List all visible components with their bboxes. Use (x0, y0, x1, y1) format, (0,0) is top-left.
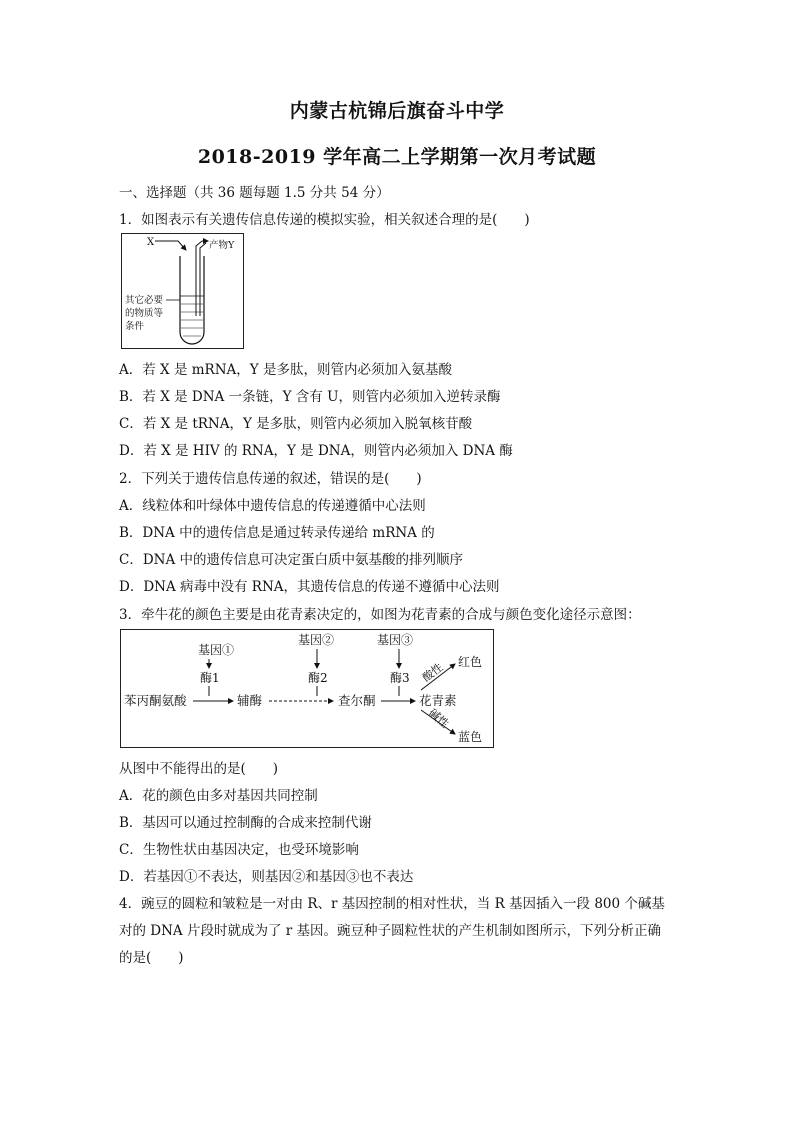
q3-option-d: D．若基因①不表达，则基因②和基因③也不表达 (119, 869, 414, 885)
gene-1: 基因① (198, 643, 235, 657)
q1-stem: 1．如图表示有关遗传信息传递的模拟实验，相关叙述合理的是( ) (119, 212, 530, 228)
exam-title: 2018-2019 学年高二上学期第一次月考试题 (197, 146, 597, 168)
q1-option-d: D．若 X 是 HIV 的 RNA，Y 是 DNA，则管内必须加入 DNA 酶 (119, 443, 513, 459)
substrate-label: 苯丙酮氨酸 (124, 693, 187, 708)
x-label: X (147, 237, 155, 248)
blue-label: 蓝色 (458, 730, 483, 744)
q2-option-c: C．DNA 中的遗传信息可决定蛋白质中氨基酸的排列顺序 (119, 552, 464, 568)
acidic-label: 酸性 (419, 660, 446, 685)
q1-option-c: C．若 X 是 tRNA，Y 是多肽，则管内必须加入脱氧核苷酸 (119, 416, 473, 432)
side-label-1: 其它必要 (125, 295, 164, 306)
product-label: 产物Y (209, 240, 235, 251)
enzyme-2: 酶2 (308, 671, 328, 685)
gene-2: 基因② (298, 633, 335, 647)
red-label: 红色 (458, 655, 483, 669)
basic-label: 碱性 (426, 706, 452, 731)
outlet-tube (196, 241, 202, 316)
enzyme-3: 酶3 (390, 671, 410, 685)
coenzyme-label: 辅酶 (237, 693, 263, 708)
q2-option-d: D．DNA 病毒中没有 RNA，其遗传信息的传递不遵循中心法则 (119, 579, 500, 595)
side-label-3: 条件 (125, 321, 145, 332)
chalcone-label: 查尔酮 (338, 693, 376, 708)
q3-question: 从图中不能得出的是( ) (119, 761, 279, 777)
q1-option-a: A．若 X 是 mRNA，Y 是多肽，则管内必须加入氨基酸 (119, 362, 452, 378)
x-arrow (155, 241, 186, 250)
q3-option-b: B．基因可以通过控制酶的合成来控制代谢 (119, 815, 372, 831)
anthocyanin-pathway-diagram (121, 630, 493, 747)
q2-option-b: B．DNA 中的遗传信息是通过转录传递给 mRNA 的 (119, 525, 435, 541)
section-heading: 一、选择题（共 36 题每题 1.5 分共 54 分） (119, 185, 390, 201)
side-label-2: 的物质等 (125, 308, 164, 319)
q4-line-1: 4．豌豆的圆粒和皱粒是一对由 R、r 基因控制的相对性状，当 R 基因插入一段 800 个碱基 (119, 896, 665, 912)
gene-3: 基因③ (377, 633, 414, 647)
q2-option-a: A．线粒体和叶绿体中遗传信息的传递遵循中心法则 (119, 498, 426, 514)
test-tube-diagram (122, 234, 243, 348)
q3-option-c: C．生物性状由基因决定，也受环境影响 (119, 842, 359, 858)
enzyme-1: 酶1 (200, 671, 220, 685)
anthocyanin-label: 花青素 (419, 693, 457, 708)
q3-pathway-figure (120, 629, 494, 748)
q4-line-3: 的是( ) (119, 950, 184, 966)
q2-stem: 2．下列关于遗传信息传递的叙述，错误的是( ) (119, 471, 422, 487)
q1-figure (121, 233, 244, 349)
q3-option-a: A．花的颜色由多对基因共同控制 (119, 788, 318, 804)
school-title: 内蒙古杭锦后旗奋斗中学 (289, 100, 505, 122)
q1-option-b: B．若 X 是 DNA 一条链，Y 含有 U，则管内必须加入逆转录酶 (119, 389, 501, 405)
q4-line-2: 对的 DNA 片段时就成为了 r 基因。豌豆种子圆粒性状的产生机制如图所示，下列分析正确 (119, 923, 662, 939)
q3-stem: 3．牵牛花的颜色主要是由花青素决定的，如图为花青素的合成与颜色变化途径示意图： (119, 607, 641, 623)
